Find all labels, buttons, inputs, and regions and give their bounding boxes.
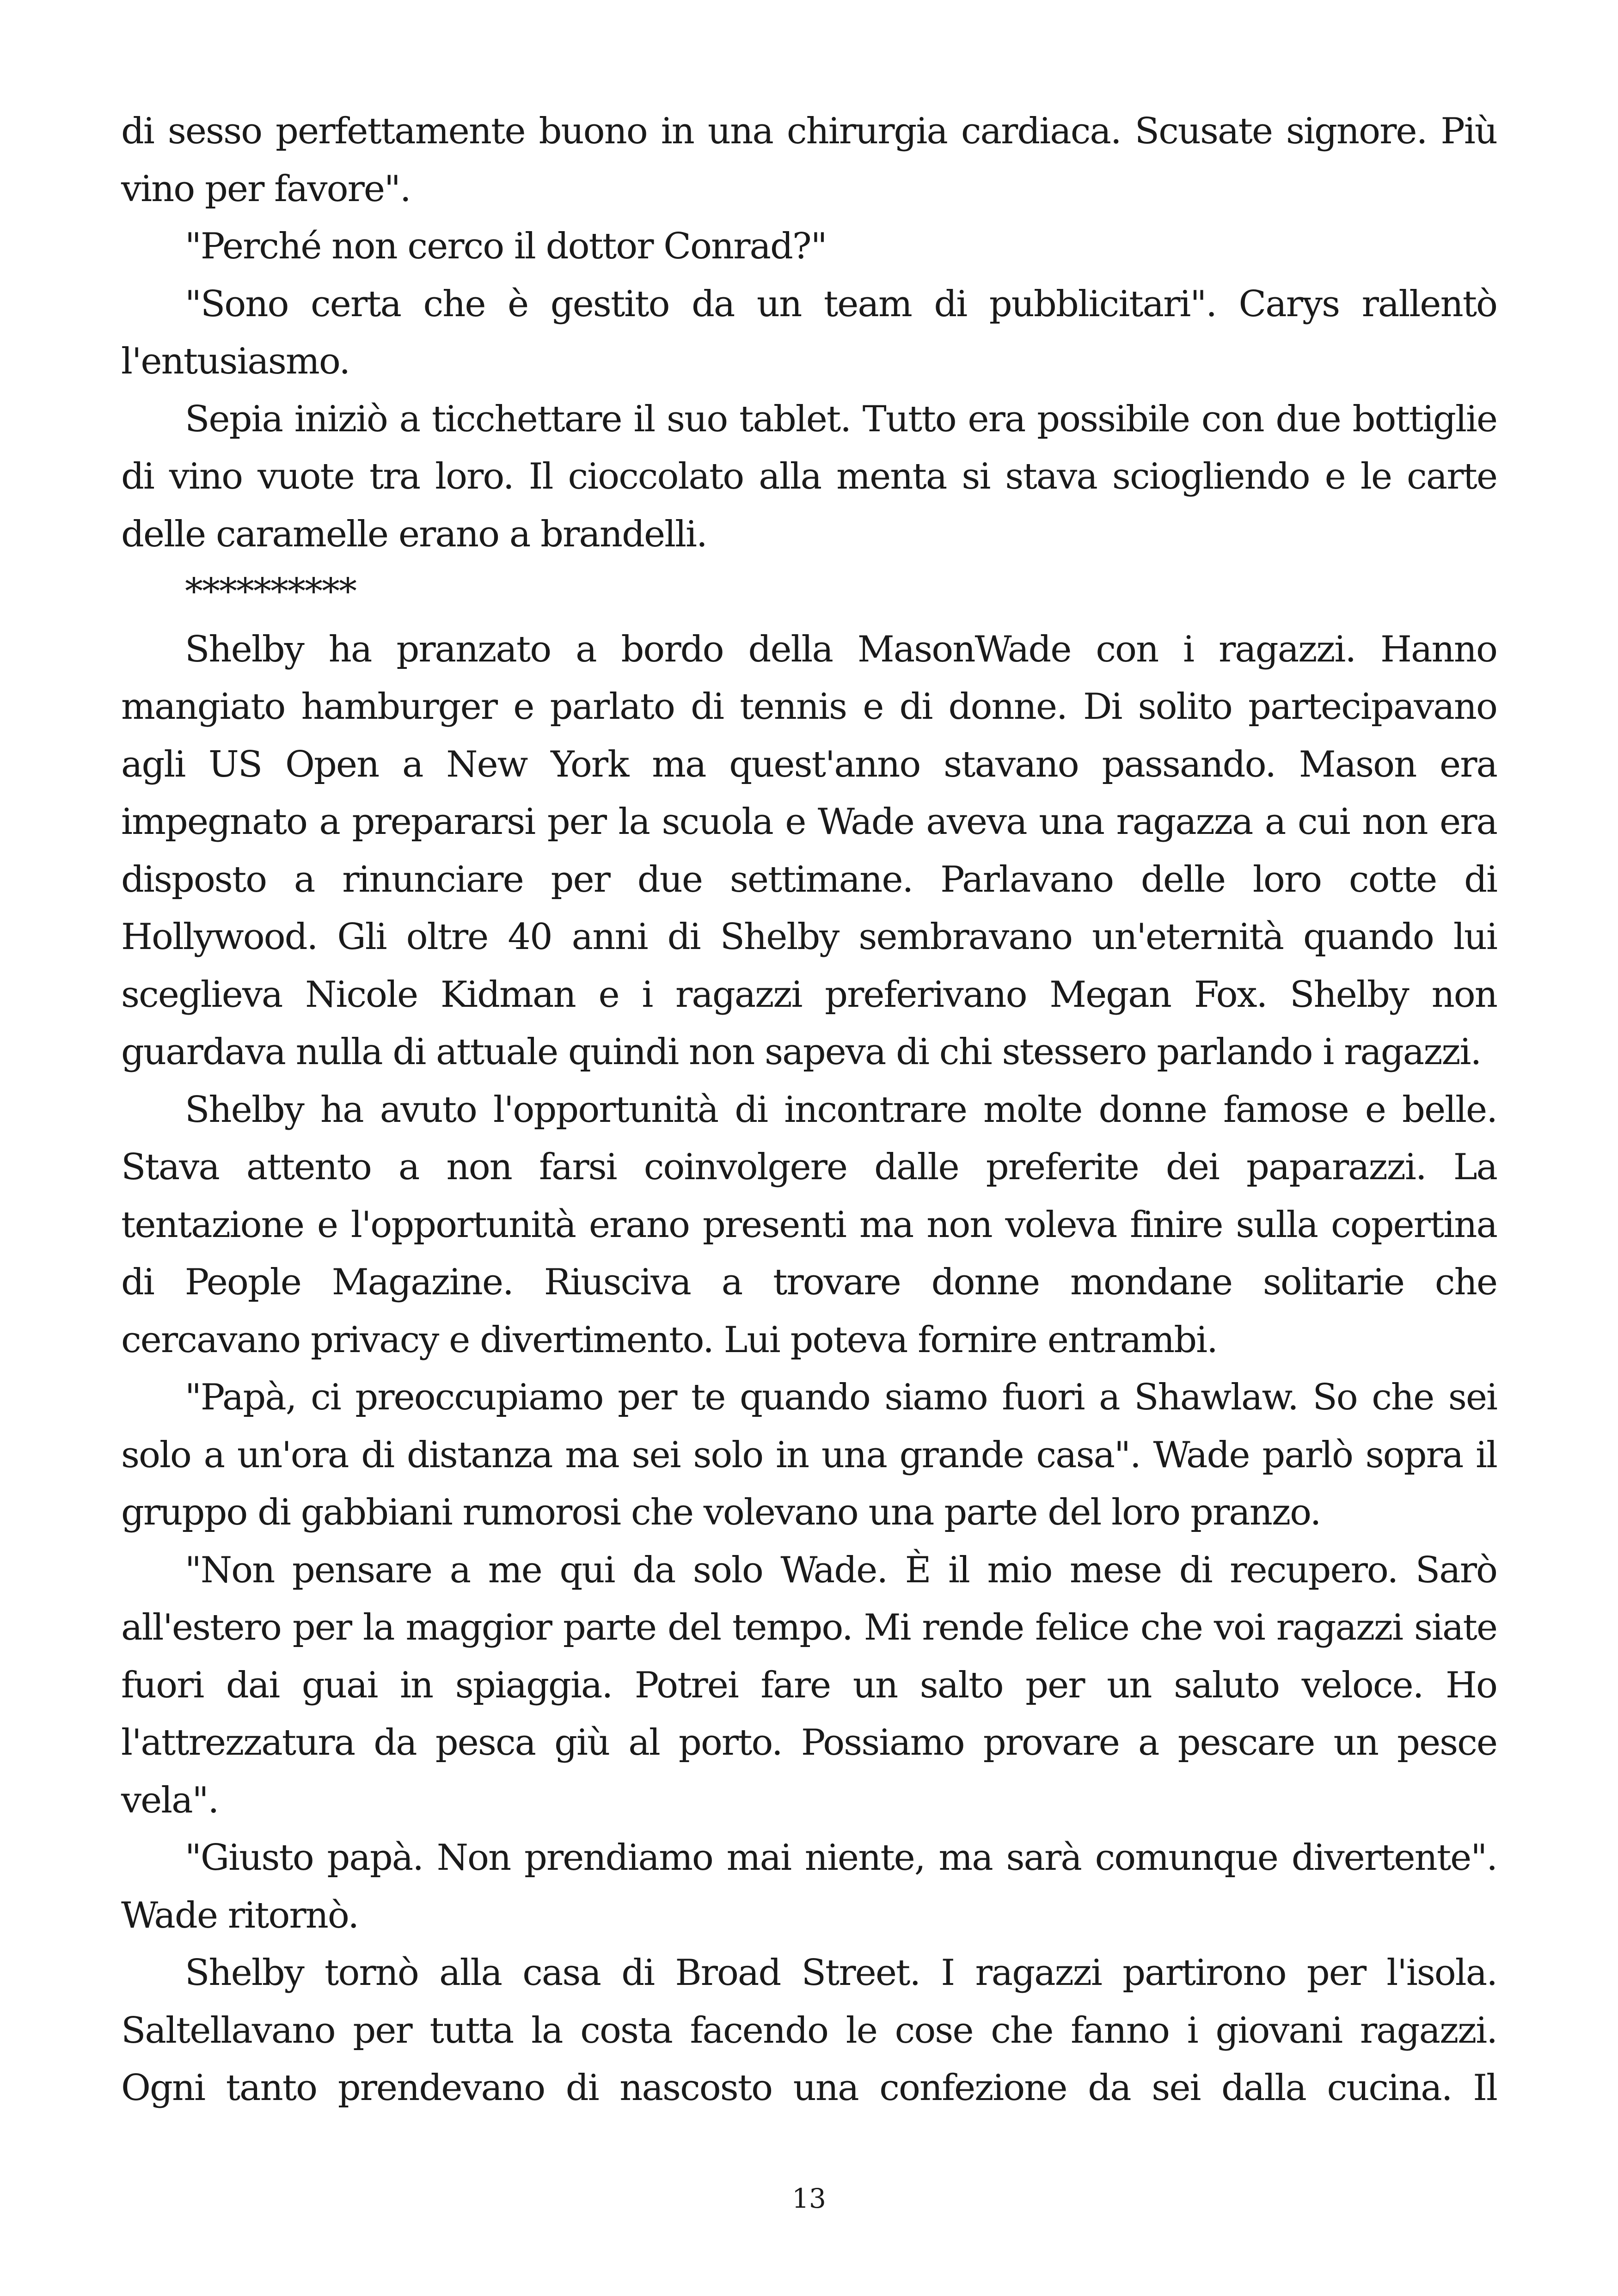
paragraph-shelby-women: Shelby ha avuto l'opportunità di incontrare molte donne famose e belle. Stava attento a non farsi coinvolgere dalle preferite dei paparazzi. La tentazione e l'opportunità erano presenti ma non voleva finire sulla copertina di People Magazine. Riusciva a trovare donne mondane solitarie che cercavano privacy e divertimento. Lui poteva fornire entrambi. (121, 1089, 1497, 1361)
paragraph-dialogue-wade: "Papà, ci preoccupiamo per te quando siamo fuori a Shawlaw. So che sei solo a un'ora di distanza ma sei solo in una grande casa". Wade parlò sopra il gruppo di gabbiani rumorosi che volevano una parte del loro pranzo. (121, 1377, 1497, 1533)
paragraph-dialogue-conrad: "Perché non cerco il dottor Conrad?" (185, 226, 827, 267)
paragraph-dialogue-shelby: "Non pensare a me qui da solo Wade. È il mio mese di recupero. Sarò all'estero per la maggior parte del tempo. Mi rende felice che voi ragazzi siate fuori dai guai in spiaggia. Potrei fare un salto per un saluto veloce. Ho l'attrezzatura da pesca giù al porto. Possiamo provare a pescare un pesce vela". (121, 1549, 1497, 1821)
body-text (121, 103, 1497, 2117)
page-number: 13 (792, 2183, 826, 2214)
paragraph-dialogue-carys: "Sono certa che è gestito da un team di pubblicitari". Carys rallentò l'entusiasmo. (121, 283, 1497, 382)
paragraph-shelby-lunch: Shelby ha pranzato a bordo della MasonWade con i ragazzi. Hanno mangiato hamburger e parlato di tennis e di donne. Di solito partecipavano agli US Open a New York ma quest'anno stavano passando. Mason era impegnato a prepararsi per la scuola e Wade aveva una ragazza a cui non era disposto a rinunciare per due settimane. Parlavano delle loro cotte di Hollywood. Gli oltre 40 anni di Shelby sembravano un'eternità quando lui sceglieva Nicole Kidman e i ragazzi preferivano Megan Fox. Shelby non guardava nulla di attuale quindi non sapeva di chi stessero parlando i ragazzi. (121, 628, 1497, 1073)
scene-break: ********** (185, 571, 356, 612)
paragraph-dialogue-wade-reply: "Giusto papà. Non prendiamo mai niente, ma sarà comunque divertente". Wade ritornò. (121, 1837, 1497, 1936)
paragraph-sepia-tablet: Sepia iniziò a ticchettare il suo tablet. Tutto era possibile con due bottiglie di vino vuote tra loro. Il cioccolato alla menta si stava sciogliendo e le carte delle caramelle erano a brandelli. (121, 398, 1497, 555)
paragraph-continuation: di sesso perfettamente buono in una chirurgia cardiaca. Scusate signore. Più vino per favore". (121, 110, 1497, 210)
paragraph-broad-street: Shelby tornò alla casa di Broad Street. I ragazzi partirono per l'isola. Saltellavano per tutta la costa facendo le cose che fanno i giovani ragazzi. Ogni tanto prendevano di nascosto una confezione da sei dalla cucina. Il (121, 1952, 1497, 2109)
